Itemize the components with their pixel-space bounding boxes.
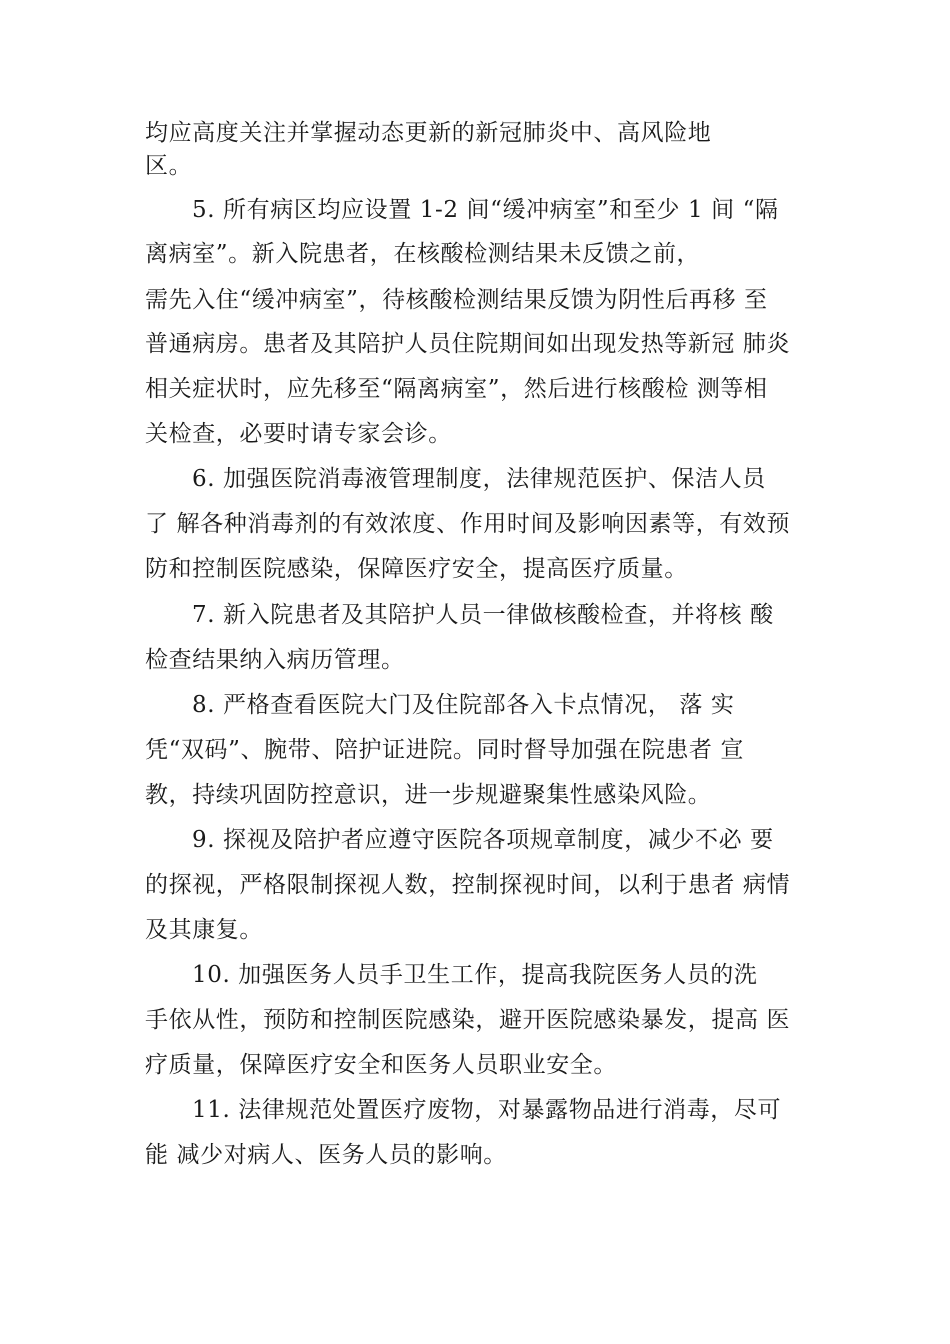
paragraph-10-line-3: 疗质量，保障医疗安全和医务人员职业安全。 xyxy=(145,1052,617,1078)
paragraph-11-line-1: 11. 法律规范处置医疗废物，对暴露物品进行消毒，尽可 xyxy=(192,1097,782,1123)
paragraph-9-line-3: 及其康复。 xyxy=(145,917,263,943)
paragraph-8-line-1: 8. 严格查看医院大门及住院部各入卡点情况， 落 实 xyxy=(192,692,735,718)
paragraph-8-line-3: 教，持续巩固防控意识，进一步规避聚集性感染风险。 xyxy=(145,782,712,808)
paragraph-9-line-2: 的探视，严格限制探视人数，控制探视时间，以利于患者 病情 xyxy=(145,872,791,898)
paragraph-5-line-2: 离病室”。新入院患者，在核酸检测结果未反馈之前， xyxy=(145,241,701,267)
paragraph-6-line-2: 了 解各种消毒剂的有效浓度、作用时间及影响因素等，有效预 xyxy=(145,511,791,537)
paragraph-10-line-2: 手依从性，预防和控制医院感染，避开医院感染暴发，提高 医 xyxy=(145,1007,791,1033)
text-line-1: 均应高度关注并掌握动态更新的新冠肺炎中、高风险地 xyxy=(145,120,712,146)
paragraph-9-line-1: 9. 探视及陪护者应遵守医院各项规章制度，减少不必 要 xyxy=(192,827,774,853)
paragraph-5-line-5: 相关症状时，应先移至“隔离病室”，然后进行核酸检 测等相 xyxy=(145,376,768,402)
paragraph-6-line-1: 6. 加强医院消毒液管理制度，法律规范医护、保洁人员 xyxy=(192,466,766,492)
paragraph-7-line-2: 检查结果纳入病历管理。 xyxy=(145,647,405,673)
paragraph-6-line-3: 防和控制医院感染，保障医疗安全，提高医疗质量。 xyxy=(145,556,688,582)
paragraph-10-line-1: 10. 加强医务人员手卫生工作，提高我院医务人员的洗 xyxy=(192,962,758,988)
paragraph-8-line-2: 凭“双码”、腕带、陪护证进院。同时督导加强在院患者 宣 xyxy=(145,737,745,763)
paragraph-5-line-3: 需先入住“缓冲病室”，待核酸检测结果反馈为阴性后再移 至 xyxy=(145,287,768,313)
paragraph-7-line-1: 7. 新入院患者及其陪护人员一律做核酸检查，并将核 酸 xyxy=(192,602,774,628)
paragraph-5-line-6: 关检查，必要时请专家会诊。 xyxy=(145,421,452,447)
text-line-2: 区。 xyxy=(145,153,193,179)
paragraph-5-line-4: 普通病房。患者及其陪护人员住院期间如出现发热等新冠 肺炎 xyxy=(145,331,791,357)
paragraph-5-line-1: 5. 所有病区均应设置 1-2 间“缓冲病室”和至少 1 间 “隔 xyxy=(192,197,779,223)
paragraph-11-line-2: 能 减少对病人、医务人员的影响。 xyxy=(145,1142,507,1168)
